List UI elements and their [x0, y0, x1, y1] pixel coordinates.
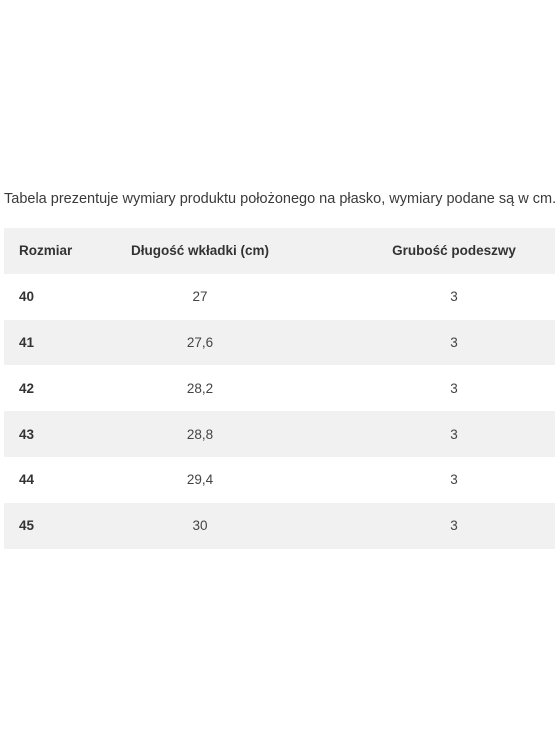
cell-sole-thickness: 3 — [450, 426, 458, 442]
cell-size: 43 — [19, 426, 35, 442]
cell-sole-thickness: 3 — [450, 380, 458, 396]
table-row — [4, 320, 555, 366]
cell-insole-length: 30 — [192, 518, 208, 534]
table-description: Tabela prezentuje wymiary produktu położonego na płasko, wymiary podane są w cm. — [4, 191, 557, 207]
cell-insole-length: 27 — [192, 289, 208, 305]
cell-size: 41 — [19, 334, 35, 350]
cell-sole-thickness: 3 — [450, 518, 458, 534]
table-row — [4, 274, 555, 320]
table-row — [4, 365, 555, 411]
cell-insole-length: 28,8 — [186, 426, 214, 442]
cell-sole-thickness: 3 — [450, 289, 458, 305]
header-sole-thickness: Grubość podeszwy — [392, 243, 516, 259]
cell-size: 44 — [19, 472, 35, 488]
cell-insole-length: 28,2 — [186, 380, 214, 396]
cell-size: 42 — [19, 380, 35, 396]
cell-size: 45 — [19, 518, 35, 534]
cell-size: 40 — [19, 289, 35, 305]
cell-insole-length: 29,4 — [186, 472, 214, 488]
header-size: Rozmiar — [19, 243, 73, 259]
header-insole-length: Długość wkładki (cm) — [130, 243, 270, 259]
cell-sole-thickness: 3 — [450, 472, 458, 488]
table-header-row — [4, 228, 555, 274]
table-row — [4, 457, 555, 503]
cell-sole-thickness: 3 — [450, 334, 458, 350]
cell-insole-length: 27,6 — [186, 334, 214, 350]
table-row — [4, 411, 555, 457]
table-row — [4, 503, 555, 549]
size-table — [4, 228, 555, 549]
